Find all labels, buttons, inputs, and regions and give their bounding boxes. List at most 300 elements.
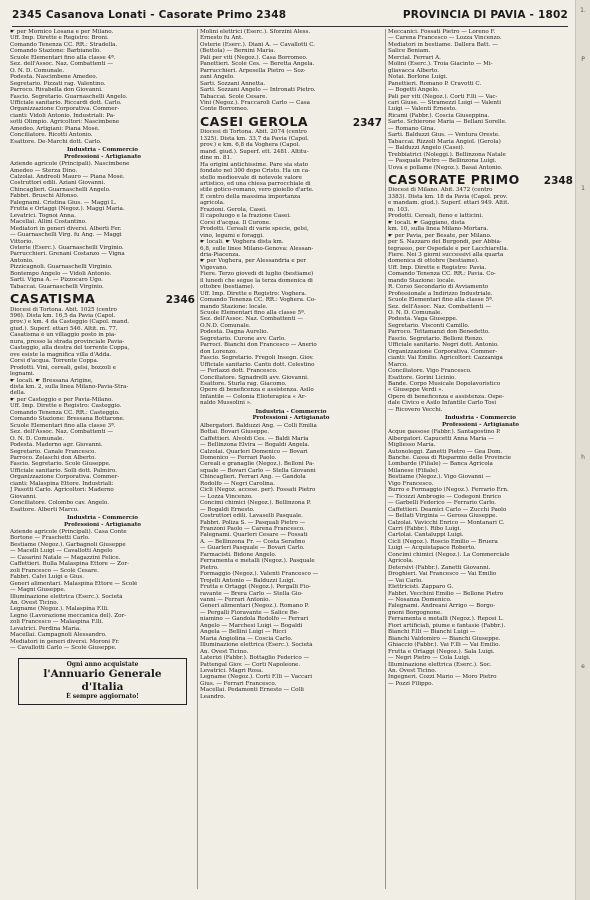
text-line: Conciliatore. Sgnadrelli avv. Giovanni. [200,374,309,381]
text-line: — Ferlazzi dott. Francesco. [200,368,278,375]
text-line: dine m. 81. [200,155,232,162]
text-line: Diocesi di Milano. Abit. 3472 (centro [388,187,493,194]
edge-mark: 1 [581,185,585,192]
text-line: vino, legumi e foraggi. [200,232,264,239]
text-line: Fabbri. Vecchini Emilio — Bellone Pietro [388,590,504,597]
text-line: Vigevano. [200,264,228,271]
text-line: Fiere. Terzo giovedì di luglio (bestiame) [200,271,314,278]
casei-gerola-info [200,129,382,406]
text-line: Uff. Imp. Dirette e Registro: Voghera. [200,290,307,297]
text-line: Parroci. Bianchi don Francesco — Anerio [200,342,317,349]
section-title: Industria - Commercio [66,515,139,522]
text-line: Generi alimentari (Negoz.). Romano P. [200,603,310,610]
text-line: stello medioevale di notevole valore [200,174,302,181]
text-line: Segretario. Visconti Camillo. [388,322,470,329]
text-line: Pali per viti (Negoz.). Corti F.lli — Vac- [388,93,498,100]
text-line: Parroco. Zelaschi don Alberto. [10,455,97,461]
text-line: Osterie (Eserc.). Diani A. — Cavallotti C. [200,41,316,48]
text-line: Trebbiatrici (Noleggi.). Bellinzona Natale [388,151,506,158]
text-line: Ufficiale sanitario. Solli dott. Palmiro. [10,467,117,474]
text-line: Molini elettrici (Eserc.). Sforzini Aless. [200,29,311,35]
text-line: An. Ovest Ticino. [200,648,249,655]
text-line: Frutta e Ortaggi (Negoz.). Sala Luigi. [388,648,495,655]
text-line: Sez. dell'Assoc. Naz. Combattenti — [10,429,113,436]
text-line: e mandam. giud.). Superf. ettari 949. Altit. [388,200,510,207]
text-line: Opere di beneficenza e assistenza. Asilo [200,387,314,394]
text-line: Comando Tenenza CC. RR.: Stradella. [10,41,118,48]
text-line: Corsi d'acqua. Il Curone. [200,219,271,226]
casei-gerola-businesses-continued [388,29,573,171]
text-line: Costruttori edili. Aziani Giovanni. [10,180,106,187]
text-line: Uff. Imp. Dirette e Registro: Pavia. [388,264,487,271]
text-line: Pattengal Giov. — Corti Napoleone. [200,661,301,668]
text-line: Autonoleggi. Zanetti Pietro — Gea Dom. [388,448,503,455]
text-line: Parroco. Rivabella don Giovanni. [10,87,103,94]
text-line: Ufficiale sanitario. Negri dott. Antonio. [388,342,499,349]
text-line: Lombarde (Filiale) — Banca Agricola [388,461,493,468]
text-line: Sarte. Schierone Maria — Bellani Sorelle. [388,119,507,126]
text-line: 6,8, sulle linee Milano-Genova: Alessan- [200,245,314,252]
text-line: ☛ locali. ☛ Voghera dista km. [200,239,284,246]
section-subtitle: Professioni - Artigianato [63,521,142,528]
text-line: fondato nel 300 dopo Cristo. Ha un ca- [200,168,310,175]
text-line: — Pasquale Pietro — Bellinzona Luigi. [388,158,497,165]
section-heading [388,415,573,428]
text-line: — Cavallotti Carlo — Scolè Giuseppe. [10,645,117,652]
text-line: mando Stazione: locale. [200,303,268,310]
text-line: Cicli (Negoz. accese. per). Fossati Pietro [200,487,316,494]
text-line: Calzolai. Andreoli Mauro — Piana Mosè. [10,173,125,180]
text-line: Calzolai. Quarleri Domenico — Bovari [200,448,308,455]
text-line: Mediatori in generi diversi. Alberti Fer. [10,225,122,232]
text-line: Fiori artificiali, piume e fantasie (Fabbr.). [388,622,506,629]
text-line: Molini (Eserc.). Troia Giacinto — Mi- [388,61,493,68]
text-line: Esattore. Gorini Licinio. [388,374,457,381]
text-line: Aziende agricole (Principali). Casa Conte [10,528,127,535]
text-line: Ufficiale sanitario. Riccardi dott. Carlo. [10,99,122,106]
casanova-lonati-businesses [10,161,195,290]
text-line: Concimi chimici (Negoz.). Bellinzona P. [200,500,311,507]
text-line: Comando Stazione: Barbianello. [10,48,102,55]
text-line: squale — Bovari Carlo — Stella Giovanni [200,467,316,474]
text-line: — Romano Gina. [388,125,436,132]
town-name: CASATISMA [10,291,96,307]
text-line: Conte Borromeo. [200,106,249,113]
text-line: — Ticozzi Ambrogio — Codegoni Enrico [388,493,502,500]
column-1 [10,29,195,895]
text-line: prov.) e km. 6,8 da Voghera (Capol. [200,142,301,149]
town-number: 2347 [352,116,382,129]
text-line: ravante — Brera Carlo — Stella Gio- [200,590,303,597]
section-subtitle: Professioni - Artigianato [252,415,330,422]
text-line: Podestà. Dagna Aurelio. [200,329,269,336]
text-line: Prodotti. Cereali, fieno e latticini. [388,213,484,220]
text-line: Ha origini antichissime. Pare sia stato [200,161,309,168]
section-heading [10,515,195,528]
text-line: Legname (Negoz.). Malaspina F.lli. [10,606,109,613]
text-line: della. [10,390,26,397]
edge-mark: e [581,663,585,670]
text-line: Ferramenta e metalli (Negoz.). Pasquale [200,558,315,565]
section-title: Industria - Commercio [255,408,327,415]
text-line: Rodolfo — Negri Carolina. [200,480,275,487]
text-line: Fascio. Segretario. Guarnaschelli Angelo. [10,93,128,100]
text-line: 1325). Dista km. 33,7 da Pavia (Capol. [200,135,309,142]
text-line: Pietro. [200,564,219,571]
text-line: Ricami (Fabbr.). Coscia Giuseppina. [388,112,490,119]
text-line: naldo Mussolini ». [200,400,252,407]
town-name: CASORATE PRIMO [388,171,520,187]
text-line: zani Angelo. [200,74,235,81]
text-line: O. N. D. Comunale. [10,435,65,442]
text-line: Scuole Elementari fino alla classe 5ª. [388,297,494,304]
text-line: (Bettola) — Bernini Maria. [200,48,276,55]
casatisma-businesses [10,529,195,652]
town-name: CASEI GEROLA [200,113,309,129]
ad-line-1: Ogni anno acquistate [66,660,139,668]
text-line: Opere di beneficenza e assistenza. Ospe- [388,393,505,400]
text-line: Leandro. [200,693,226,700]
text-line: An. Ovest Ticino. [388,667,437,674]
text-line: Parrucchieri. Arpesella Pietro — Soz- [200,67,306,74]
text-line: Tabaccai. Rizzoli Maria Angiol. (Gerola) [388,138,501,145]
text-line: Pali per viti (Negoz.). Casa Borromeo. [200,54,308,61]
text-line: Meccanici. Fossati Pietro — Loreno F. [388,29,496,35]
text-line: agricola. [200,200,225,207]
text-line: An. Ovest Ticino. [10,599,59,606]
text-line: Notai. Borlone Luigi. [388,74,448,81]
text-line: zoli Francesco — Malaspina F.lli. [10,619,104,626]
text-line: Fiere. Nei 3 giorni successivi alla quarta [388,251,504,258]
text-line: Detersivi (Fabbr.). Zanetti Giovanni. [388,564,491,571]
text-line: Sarti. Sozzani Annetta. [200,80,266,87]
text-line: Gius. — Ferrari Francesco. [200,680,277,687]
text-line: Maria Angiolina — Coscia Carlo. [200,635,293,642]
text-line: Corsi d'acqua. Torrente Coppa. [10,358,99,365]
text-line: — Magni Giuseppe. [10,587,66,594]
text-line: mando Stazione: locale. [388,277,456,284]
text-line: Levatrici. Tognoi Anna. [10,212,76,219]
section-title: Industria - Commercio [444,415,517,422]
text-line: Cartolai. Cantaluppi Luigi. [388,532,464,539]
text-line: Diocesi di Tortona. Abit. 2074 (centro [200,129,307,136]
text-line: 3383). Dista km. 18 da Pavia (Capol. prov. [388,193,508,200]
text-line: Falegnami. Andreani Arrigo — Borgo- [388,603,496,610]
text-line: Fabbri. Bruschi Alfonso. [10,193,79,200]
text-line: O. N. D. Comunale. [388,310,443,317]
casatisma-info [10,307,195,514]
text-line: Illuminazione elettrica (Eserc.). Soc. [388,661,492,668]
text-line: Panettieri. Scolè Ces. — Beretta Angela. [200,61,315,68]
text-line: Comando Stazione: Bressana Bottarone. [10,416,125,423]
text-line: dale Civico e Asilo Infantile Carlo Tosi [388,400,497,407]
text-line: Domenico — Ferrari Paolo. [200,455,277,461]
text-line: Illuminazione elettrica (Eserc.). Società [10,593,123,600]
text-line: Esattore. Alberti Marco. [10,506,79,513]
text-line: Scuole Elementari fino alla classe 3ª. [10,422,116,429]
text-line: Acque gassose (Fabbr.). Santagostino P. [388,429,501,436]
casanova-lonati-continued [10,29,195,145]
text-line: Franzoni Paolo — Carena Francesco. [200,525,305,532]
section-subtitle: Professioni - Artigianato [441,421,520,428]
text-line: Caffettieri. Bulla Malaspina Ettore — Zor- [10,561,129,568]
text-line: Scuole Elementari fino alla classe 5ª. [200,310,306,317]
text-line: Vigo Francesco. [388,480,434,487]
text-line: Bianchi Valdomiro — Bianchi Giuseppe. [388,635,501,642]
text-line: Podestà. Maderno agr. Giovanni. [10,442,103,449]
text-line: Comando Tenenza CC. RR.: Voghera. Co- [200,297,317,304]
text-line: Conciliatore. Colombo cav. Angelo. [10,500,109,507]
text-line: stile gotico-romano, vero gioiello d'arte. [200,187,314,194]
text-line: ☛ per Casteggio e per Pavia-Milano. [10,396,114,403]
text-line: Chincaglieri. Ferrari Ang. — Gandola [200,474,306,481]
text-line: Sez. dell'Assoc. Naz. Combattenti — [200,316,303,323]
text-line: legnami. [10,371,35,378]
text-line: artistico, ed una chiesa parrocchiale di [200,180,311,187]
text-line: Esattore. Sturla rag. Giacomo. [200,381,287,388]
text-line: ottobre (bestiame). [200,284,255,291]
text-line: Ghiaccio (Fabbr.). Vai F.lli — Vai Emilio. [388,642,501,649]
text-line: giud.). Superf. ettari 546. Altit. m. 77. [10,325,118,332]
text-line: Milanese (Filiale). [388,467,440,474]
town-heading-casei-gerola [200,113,382,129]
text-line: Bianchi F.lli — Bianchi Luigi — [388,629,476,636]
text-line: gnoni Borgognone. [388,609,443,616]
text-line: Ernesto fu Ant. [200,35,244,42]
text-line: Cicli (Negoz.). Roscio Emilio — Bruera [388,538,498,545]
text-line: Fascio. Segretario. Scolè Giuseppe. [10,461,111,468]
text-line: Conciliatore. Vigo Francesco. [388,368,472,375]
text-line: Panettieri. Romano P. Cravotti C. [388,80,482,87]
ad-line-2: l'Annuario Generale d'Italia [43,668,162,694]
annuario-advertisement [18,658,187,705]
text-line: O. N. D. Comunale. [10,67,65,74]
text-line: Macellai. Campagnoli Alessandro. [10,632,107,639]
text-line: Prodotti. Cereali di varie specie, gelsi, [200,226,309,233]
text-line: Carri (Fabbr.). Ribo Luigi. [388,525,462,532]
text-line: — Balduzzi Angelo (Casei). [388,145,465,152]
text-line: Generi alimentari. Malaspina Ettore — Scolè [10,580,138,587]
text-line: — Pergalli Fioravante — Salice Be- [200,609,300,616]
text-line: Migliesso Maria. [388,442,436,449]
text-line: Infantile — Colonia Elioterapica « Ar- [200,393,307,400]
text-line: ove esiste la magnifica villa d'Adda. [10,351,112,358]
text-line: R. Corso Secondario di Avviamento [388,284,489,291]
column-3 [388,29,573,895]
text-line: Cereali e granaglie (Negoz.). Belloni Pa- [200,461,315,468]
text-line: È centro della massima importanza [200,193,301,200]
text-line: Marco. [388,361,408,368]
text-line: Ufficiale sanitario. Cantù dott. Celestino [200,361,315,368]
text-line: Levatrici. Perdina Maria. [10,625,81,632]
text-line: dista km. 2, sulla linea Milano-Pavia-Stra- [10,384,129,391]
text-line: ☛ locali. ☛ Gaggiano, dista [388,219,465,226]
text-line: — Garbelli Federico — Ferrario Carlo. [388,500,497,507]
text-line: Bortone — Fraschetti Carlo. [10,535,90,542]
text-line: Chincaglieri. Guarnaschelli Angelo. [10,186,111,193]
text-line: — Pozzi Filippo. [388,680,434,687]
text-line: Elettricisti. Zapparo G. [388,584,454,591]
text-line: per S. Nazzaro dei Burgondi, per Abbia- [388,239,502,246]
text-line: Farmacisti. Bidone Angelo. [200,551,277,558]
text-line: il lunedì che segue la terza domenica di [200,277,313,284]
text-line: Bestiame (Negoz.). Vigo Giovanni — [388,474,491,481]
text-line: — Bellati Virginia — Gerosa Giuseppe. [388,513,498,520]
text-line: Organizzazione Corporativa. Commer- [10,106,120,113]
edge-mark: P [581,56,585,63]
text-line: Laterizi (Fabbr.). Bottaglio Federico — [200,655,310,662]
text-line: sotti Olimpio. Agricoltori: Nascimbene [10,119,120,126]
text-line: Vini (Negoz.). Fraccaroli Carlo — Casa [200,99,311,106]
text-line: Frutta e Ortaggi (Negoz.). Maggi Maria. [10,206,125,213]
text-line: Pizzicagnoli. Guarnaschelli Virginio. [10,264,113,271]
text-line: Ferramenta e metalli (Negoz.). Reposi L. [388,616,504,623]
text-line: Ingegneri. Cozzi Mario — Moro Pietro [388,674,497,681]
text-line: Sez. dell'Assoc. Naz. Combattenti — [388,303,491,310]
text-line: Sarti. Vigna A. — Pizzocaro Ugo. [10,277,103,284]
text-line: Uova e pollame (Negoz.). Basai Antonio. [388,164,503,171]
town-heading-casorate-primo [388,171,573,187]
text-line: Podestà. Vaga Giuseppe. [388,316,458,323]
text-line: prov.) e km. 4 da Casteggio (Capol. mand. [10,319,130,326]
text-line: Bontempo Angelo — Vidoli Antonio. [10,270,112,277]
text-line: Tabaccai. Scolè Cesare. [200,93,268,100]
text-line: Fabbri. Poliza S. — Pasquali Pietro — [200,519,306,526]
text-line: Uff. Imp. Dirette e Registro: Broni. [10,35,109,42]
text-line: Calzolai. Vavicchi Enrico — Montanari C. [388,519,505,526]
text-line: Osterie (Eserc.). Guarnaschelli Virginio. [10,244,124,251]
page-edge-strip [575,0,590,900]
text-line: — Ricovero Vecchi. [388,406,443,413]
text-line: ☛ per Mornico Losana e per Milano. [10,29,114,35]
text-line: Frazioni. Gerola, Casei. [200,206,267,213]
text-line: Concimi chimici (Negoz.). La Commerciale [388,551,510,558]
text-line: m. 103. [388,206,410,213]
text-line: Agricola. [388,558,414,565]
text-line: vanni — Ferrari Antonio. [200,596,271,603]
text-line: cianti: Malaspina Ettore. Industriali: [10,480,114,487]
text-line: Legno (Lavorazione meccanica del). Zor- [10,612,127,619]
text-line: Aziende agricole (Principali). Nascimbene [10,161,130,168]
text-line: Caffettieri. Deamici Carlo — Zucchi Paolo [388,506,507,513]
text-line: — Bogetti Angelo. [388,87,440,94]
text-line: Organizzazione Corporativa. Commer- [10,474,120,481]
text-line: Conciliatore. Ricotti Antonio. [10,132,93,139]
text-line: dria-Piacenza. [200,251,241,258]
text-line: A. — Bellinzona Fr. — Costa Serafino [200,538,305,545]
text-line: Organizzazione Corporativa. Commer- [388,348,498,355]
text-line: « Giuseppe Verdi ». [388,387,444,394]
header-left-title: 2345 Casanova Lonati - Casorate Primo 2348 [12,9,287,21]
text-line: Tabaccai. Guarnaschelli Virginio. [10,283,104,290]
text-line: Sarti. Sozzani Angelo — Intronati Pietro. [200,87,316,94]
text-line: Segretario. Curone avv. Carlo. [200,335,286,342]
text-line: Costruttori edili. Lavaselli Pasquale. [200,513,303,520]
casei-gerola-businesses [200,423,382,700]
text-line: Fascio. Segretario. Belloni Renzo. [388,335,484,342]
text-line: Comando Tenenza CC. RR.: Pavia. Co- [388,271,496,278]
text-line: Professionale a Indirizzo Industriale. [388,290,493,297]
text-line: — Guarleri Pasquale — Bovari Carlo. [200,545,305,552]
text-line: Angela — Bellini Luigi — Ricci [200,629,287,636]
text-line: — Bogaldi Ernesto. [200,506,255,513]
text-line: Comando Tenenza CC. RR.: Casteggio. [10,409,120,416]
casorate-primo-businesses [388,429,573,687]
text-line: ☛ per Pavia, per Besate, per Milano. [388,232,492,239]
text-line: — Guarnaschelli Virg. fu Ang. — Maggi [10,232,122,239]
text-line: km. 10, sulla linea Milano-Mortara. [388,226,489,233]
column-2 [200,29,382,895]
text-line: Trojelli Antonio — Balduzzi Luigi. [200,577,296,584]
edge-mark: h [581,454,585,461]
text-line: Diocesi di Tortona. Abit. 1025 (centro [10,306,117,313]
text-line: domenica di ottobre (bestiame). [388,258,479,265]
text-line: Illuminazione elettrica (Eserc.). Società [200,642,313,649]
section-heading [10,147,195,160]
text-line: Sarti. Balduzzi Gius. — Ventura Oreste. [388,132,500,139]
text-line: Angelo — Marchesi Luigi — Bogaldi [200,622,303,629]
casorate-primo-info [388,187,573,413]
casatisma-businesses-continued [200,29,382,113]
text-line: Uff. Imp. Dirette e Registro: Casteggio. [10,403,122,410]
text-line: Luigi — Acquistapace Roberto. [388,545,476,552]
text-line: — Macelli Luigi — Cavallotti Angelo [10,548,113,555]
text-line: Fascio. Segretario. Fregoli Insegn. Giov. [200,355,314,362]
text-line: Scuole Elementari fino alla classe 4ª. [10,54,116,61]
edge-mark: 1. [580,7,586,14]
text-line: Antonio. [10,257,34,264]
text-line: Amedeo. Artigiani: Piana Mosè. [10,125,100,132]
text-line: niamino — Gandola Rodolfo — Ferrari [200,616,309,623]
text-line: J Pasotti Carlo. Agricoltori: Maderno [10,487,114,494]
text-line: Legname (Negoz.). Corti F.lli — Vaccari [200,674,313,681]
text-line: Banche. Cassa di Risparmio delle Provincie [388,455,512,461]
text-line: Parroco. Tettamanzi don Benedetto. [388,329,490,336]
text-line: Esattore. De-Marchi dott. Carlo. [10,138,102,145]
text-line: Luigi — Valenti Ernesto. [388,106,457,113]
ad-line-3: È sempre aggiornato! [66,693,139,701]
text-line: mand. giud.). Superf. ett. 2481. Altitu- [200,148,309,155]
text-line: — Carena Francesco — Lozza Vincenzo. [388,35,502,42]
text-line: Parrucchieri. Grenani Costanzo — Vigna [10,251,125,258]
text-line: ☛ per Voghera, per Alessandria e per [200,258,307,265]
text-line: Segretario. Canale Francesco. [10,448,96,455]
text-line: — Lozza Vincenzo. [200,493,253,500]
text-line: Formaggio (Negoz.). Valenti Francesco — [200,571,319,578]
text-line: Mediatori in bestiame. Dallera Batt. — [388,41,498,48]
text-line: Bestiame (Negoz.). Garbagnoli Giuseppe [10,541,126,548]
text-line: — Vai Carlo. [388,577,423,584]
section-title: Industria - Commercio [66,147,139,154]
section-subtitle: Professioni - Artigianato [63,153,142,160]
text-line: cianti: Vidoli Antonio. Industriali: Pa- [10,112,115,119]
text-line: Il capoluogo e la frazione Casei. [200,213,291,220]
text-line: Falegnami. Cristina Gius. — Maggi L. [10,199,117,206]
town-number: 2348 [543,174,573,187]
text-line: Macellai. Pedamonti Ernesto — Colli [200,687,304,694]
text-line: nura, presso la strada provinciale Pavia- [10,338,125,345]
text-line: Segretario. Pizzati rag. Valentino. [10,80,106,87]
text-line: Vittorio. [10,238,34,245]
text-line: Casteggio, alla destra del torrente Coppa, [10,345,130,352]
text-line: Mercial. Ferrari A. [388,54,441,61]
text-line: Giovanni. [10,493,37,500]
text-line: Fabbri. Calvi Luigi e Gius. [10,574,84,581]
text-line: Caffettieri. Alvoldi Ces. — Baldi Maria [200,435,309,442]
text-line: Podestà. Nascimbene Amedeo. [10,74,98,81]
text-line: zoli Francesco — Scolè Cesare. [10,567,99,574]
town-heading-casatisma [10,291,195,307]
